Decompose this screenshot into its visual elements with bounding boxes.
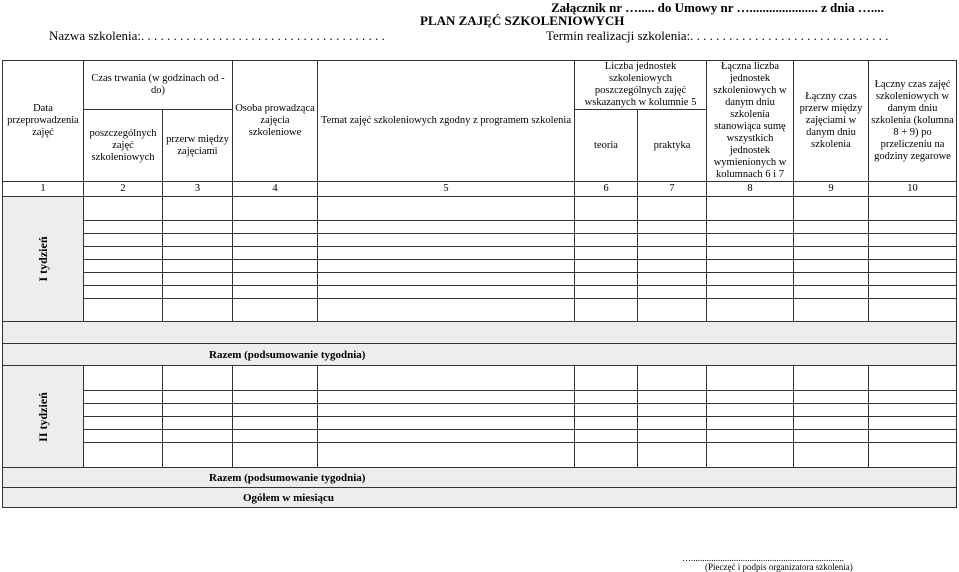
table-cell[interactable] <box>638 221 707 234</box>
table-cell[interactable] <box>163 391 233 404</box>
table-cell[interactable] <box>794 247 869 260</box>
table-cell[interactable] <box>318 404 575 417</box>
table-cell[interactable] <box>869 247 957 260</box>
table-cell[interactable] <box>794 286 869 299</box>
table-cell[interactable] <box>575 391 638 404</box>
table-cell[interactable] <box>707 273 794 286</box>
table-cell[interactable] <box>318 221 575 234</box>
table-cell[interactable] <box>794 221 869 234</box>
table-cell[interactable] <box>318 443 575 468</box>
header-row-1 <box>3 61 957 110</box>
table-cell[interactable] <box>794 391 869 404</box>
week-2-summary-row <box>3 468 957 488</box>
column-number: 4 <box>233 182 318 197</box>
table-cell[interactable] <box>163 260 233 273</box>
header-instructor: Osoba prowadząca zajęcia szkoleniowe <box>233 61 318 182</box>
table-cell[interactable] <box>575 443 638 468</box>
table-cell[interactable] <box>233 286 318 299</box>
table-cell[interactable] <box>575 417 638 430</box>
table-cell[interactable] <box>794 299 869 322</box>
table-cell[interactable] <box>163 366 233 391</box>
month-summary-cell <box>3 488 957 508</box>
table-row <box>3 366 957 391</box>
table-cell[interactable] <box>163 273 233 286</box>
table-cell[interactable] <box>707 286 794 299</box>
table-cell[interactable] <box>638 273 707 286</box>
table-row <box>3 391 957 404</box>
column-number: 7 <box>638 182 707 197</box>
document-title: PLAN ZAJĘĆ SZKOLENIOWYCH <box>420 13 625 28</box>
table-cell[interactable] <box>163 417 233 430</box>
table-cell[interactable] <box>794 273 869 286</box>
shaded-row <box>3 322 957 344</box>
table-cell[interactable] <box>575 247 638 260</box>
table-row <box>3 404 957 417</box>
table-cell[interactable] <box>575 404 638 417</box>
table-cell[interactable] <box>869 286 957 299</box>
table-cell[interactable] <box>163 299 233 322</box>
table-cell[interactable] <box>233 197 318 221</box>
table-cell[interactable] <box>84 299 163 322</box>
week-1-label: I tydzień <box>36 236 50 282</box>
table-cell[interactable] <box>707 234 794 247</box>
header-duration-breaks: przerw między zajęciami <box>163 110 233 182</box>
table-cell[interactable] <box>233 234 318 247</box>
table-cell[interactable] <box>233 299 318 322</box>
table-cell[interactable] <box>707 430 794 443</box>
column-number: 9 <box>794 182 869 197</box>
table-cell[interactable] <box>638 430 707 443</box>
table-cell[interactable] <box>318 366 575 391</box>
signature-label: (Pieczęć i podpis organizatora szkolenia) <box>705 562 853 572</box>
table-cell[interactable] <box>318 286 575 299</box>
column-number: 3 <box>163 182 233 197</box>
table-cell[interactable] <box>84 221 163 234</box>
month-summary-row <box>3 488 957 508</box>
table-cell[interactable] <box>163 443 233 468</box>
table-cell[interactable] <box>638 260 707 273</box>
column-number: 2 <box>84 182 163 197</box>
table-cell[interactable] <box>575 299 638 322</box>
table-cell[interactable] <box>163 234 233 247</box>
table-cell[interactable] <box>318 273 575 286</box>
table-cell[interactable] <box>84 391 163 404</box>
table-cell[interactable] <box>794 366 869 391</box>
table-cell[interactable] <box>575 197 638 221</box>
table-cell[interactable] <box>233 247 318 260</box>
table-cell[interactable] <box>318 430 575 443</box>
table-cell[interactable] <box>869 404 957 417</box>
header-total-breaks: Łączny czas przerw między zajęciami w danym dniu szkolenia <box>794 61 869 182</box>
table-cell[interactable] <box>638 247 707 260</box>
table-cell[interactable] <box>163 286 233 299</box>
table-cell[interactable] <box>707 197 794 221</box>
table-row <box>3 430 957 443</box>
training-name-label: Nazwa szkolenia:. . . . . . . . . . . . . . . . . . . . . . . . . . . . . . . . . . . . . . <box>49 28 385 43</box>
table-cell[interactable] <box>318 234 575 247</box>
table-cell[interactable] <box>233 273 318 286</box>
table-row <box>3 197 957 221</box>
table-cell[interactable] <box>794 417 869 430</box>
table-cell[interactable] <box>84 286 163 299</box>
header-theory: teoria <box>575 110 638 182</box>
table-cell[interactable] <box>84 417 163 430</box>
table-row <box>3 443 957 468</box>
table-cell[interactable] <box>575 234 638 247</box>
column-number: 8 <box>707 182 794 197</box>
table-cell[interactable] <box>869 391 957 404</box>
column-number: 1 <box>3 182 84 197</box>
week-2-label: II tydzień <box>36 391 50 442</box>
column-number: 5 <box>318 182 575 197</box>
table-cell[interactable] <box>84 430 163 443</box>
table-cell[interactable] <box>794 430 869 443</box>
table-cell[interactable] <box>318 299 575 322</box>
header-topic: Temat zajęć szkoleniowych zgodny z programem szkolenia <box>318 61 575 182</box>
week-1-summary-row <box>3 344 957 366</box>
table-row <box>3 260 957 273</box>
table-cell[interactable] <box>84 366 163 391</box>
table-cell[interactable] <box>163 430 233 443</box>
table-cell[interactable] <box>794 404 869 417</box>
table-cell[interactable] <box>869 299 957 322</box>
table-cell[interactable] <box>869 221 957 234</box>
training-date-label: Termin realizacji szkolenia:. . . . . . . . . . . . . . . . . . . . . . . . . . . . . . . <box>546 28 889 43</box>
table-cell[interactable] <box>163 247 233 260</box>
table-cell[interactable] <box>638 391 707 404</box>
column-number: 10 <box>869 182 957 197</box>
table-cell[interactable] <box>638 286 707 299</box>
table-cell[interactable] <box>575 221 638 234</box>
table-cell[interactable] <box>575 286 638 299</box>
table-cell[interactable] <box>84 234 163 247</box>
table-cell[interactable] <box>575 273 638 286</box>
header-total-time: Łączny czas zajęć szkoleniowych w danym dniu szkolenia (kolumna 8 + 9) po przeliczeniu na godziny zegarowe <box>869 61 957 182</box>
table-cell[interactable] <box>638 234 707 247</box>
table-cell[interactable] <box>794 234 869 247</box>
table-cell[interactable] <box>233 443 318 468</box>
header-units-group: Liczba jednostek szkoleniowych poszczególnych zajęć wskazanych w kolumnie 5 <box>575 61 707 110</box>
week-1-label-cell <box>3 197 84 322</box>
table-cell[interactable] <box>869 430 957 443</box>
table-row <box>3 234 957 247</box>
table-cell[interactable] <box>707 404 794 417</box>
table-row <box>3 286 957 299</box>
table-cell[interactable] <box>233 417 318 430</box>
column-number-row <box>3 182 957 197</box>
header-date: Data przeprowadzenia zajęć <box>3 61 84 182</box>
table-cell[interactable] <box>707 443 794 468</box>
table-cell[interactable] <box>84 197 163 221</box>
table-cell[interactable] <box>869 260 957 273</box>
week-1-summary-cell <box>3 344 957 366</box>
table-cell[interactable] <box>869 443 957 468</box>
table-cell[interactable] <box>707 299 794 322</box>
plan-table <box>2 60 957 508</box>
table-cell[interactable] <box>869 234 957 247</box>
table-cell[interactable] <box>233 404 318 417</box>
table-cell[interactable] <box>318 197 575 221</box>
table-cell[interactable] <box>638 366 707 391</box>
table-cell[interactable] <box>869 366 957 391</box>
header-total-units: Łączna liczba jednostek szkoleniowych w danym dniu szkolenia stanowiąca sumę wszystkich jednostek wymienionych w kolumnach 6 i 7 <box>707 61 794 182</box>
table-cell[interactable] <box>575 366 638 391</box>
week-2-summary-cell <box>3 468 957 488</box>
month-summary-label: Ogółem w miesiącu <box>243 491 335 504</box>
table-row <box>3 247 957 260</box>
table-cell[interactable] <box>233 430 318 443</box>
table-cell[interactable] <box>233 221 318 234</box>
table-cell[interactable] <box>318 247 575 260</box>
table-cell[interactable] <box>318 260 575 273</box>
table-cell[interactable] <box>638 197 707 221</box>
table-cell[interactable] <box>233 260 318 273</box>
table-cell[interactable] <box>318 417 575 430</box>
week-2-summary-label: Razem (podsumowanie tygodnia) <box>209 471 366 484</box>
attachment-note: Załącznik nr …..... do Umowy nr …..................... z dnia ….... <box>551 0 884 15</box>
table-cell[interactable] <box>638 417 707 430</box>
table-cell[interactable] <box>638 404 707 417</box>
table-cell[interactable] <box>163 197 233 221</box>
header-duration-classes: poszczególnych zajęć szkoleniowych <box>84 110 163 182</box>
table-cell[interactable] <box>869 417 957 430</box>
table-cell[interactable] <box>707 260 794 273</box>
table-cell[interactable] <box>794 260 869 273</box>
week-2-label-cell <box>3 366 84 468</box>
signature-dots: ….................................................................... <box>682 553 844 563</box>
table-row <box>3 417 957 430</box>
table-cell[interactable] <box>794 443 869 468</box>
table-cell[interactable] <box>707 221 794 234</box>
table-cell[interactable] <box>163 221 233 234</box>
header-practice: praktyka <box>638 110 707 182</box>
table-cell[interactable] <box>84 273 163 286</box>
table-cell[interactable] <box>163 404 233 417</box>
table-row <box>3 221 957 234</box>
table-cell[interactable] <box>638 443 707 468</box>
column-number: 6 <box>575 182 638 197</box>
table-cell[interactable] <box>707 247 794 260</box>
table-cell[interactable] <box>84 247 163 260</box>
table-cell[interactable] <box>84 404 163 417</box>
table-row <box>3 273 957 286</box>
table-cell[interactable] <box>638 299 707 322</box>
table-cell[interactable] <box>233 366 318 391</box>
table-cell[interactable] <box>84 260 163 273</box>
table-row <box>3 299 957 322</box>
week-1-summary-label: Razem (podsumowanie tygodnia) <box>209 348 366 361</box>
table-cell[interactable] <box>575 260 638 273</box>
table-cell[interactable] <box>575 430 638 443</box>
table-cell[interactable] <box>869 197 957 221</box>
table-cell[interactable] <box>707 417 794 430</box>
header-duration-group: Czas trwania (w godzinach od - do) <box>84 61 233 110</box>
table-cell[interactable] <box>869 273 957 286</box>
table-cell[interactable] <box>84 443 163 468</box>
table-cell[interactable] <box>233 391 318 404</box>
table-cell[interactable] <box>794 197 869 221</box>
week-1-summary-spacer <box>3 322 957 344</box>
table-cell[interactable] <box>707 391 794 404</box>
table-cell[interactable] <box>318 391 575 404</box>
table-cell[interactable] <box>707 366 794 391</box>
